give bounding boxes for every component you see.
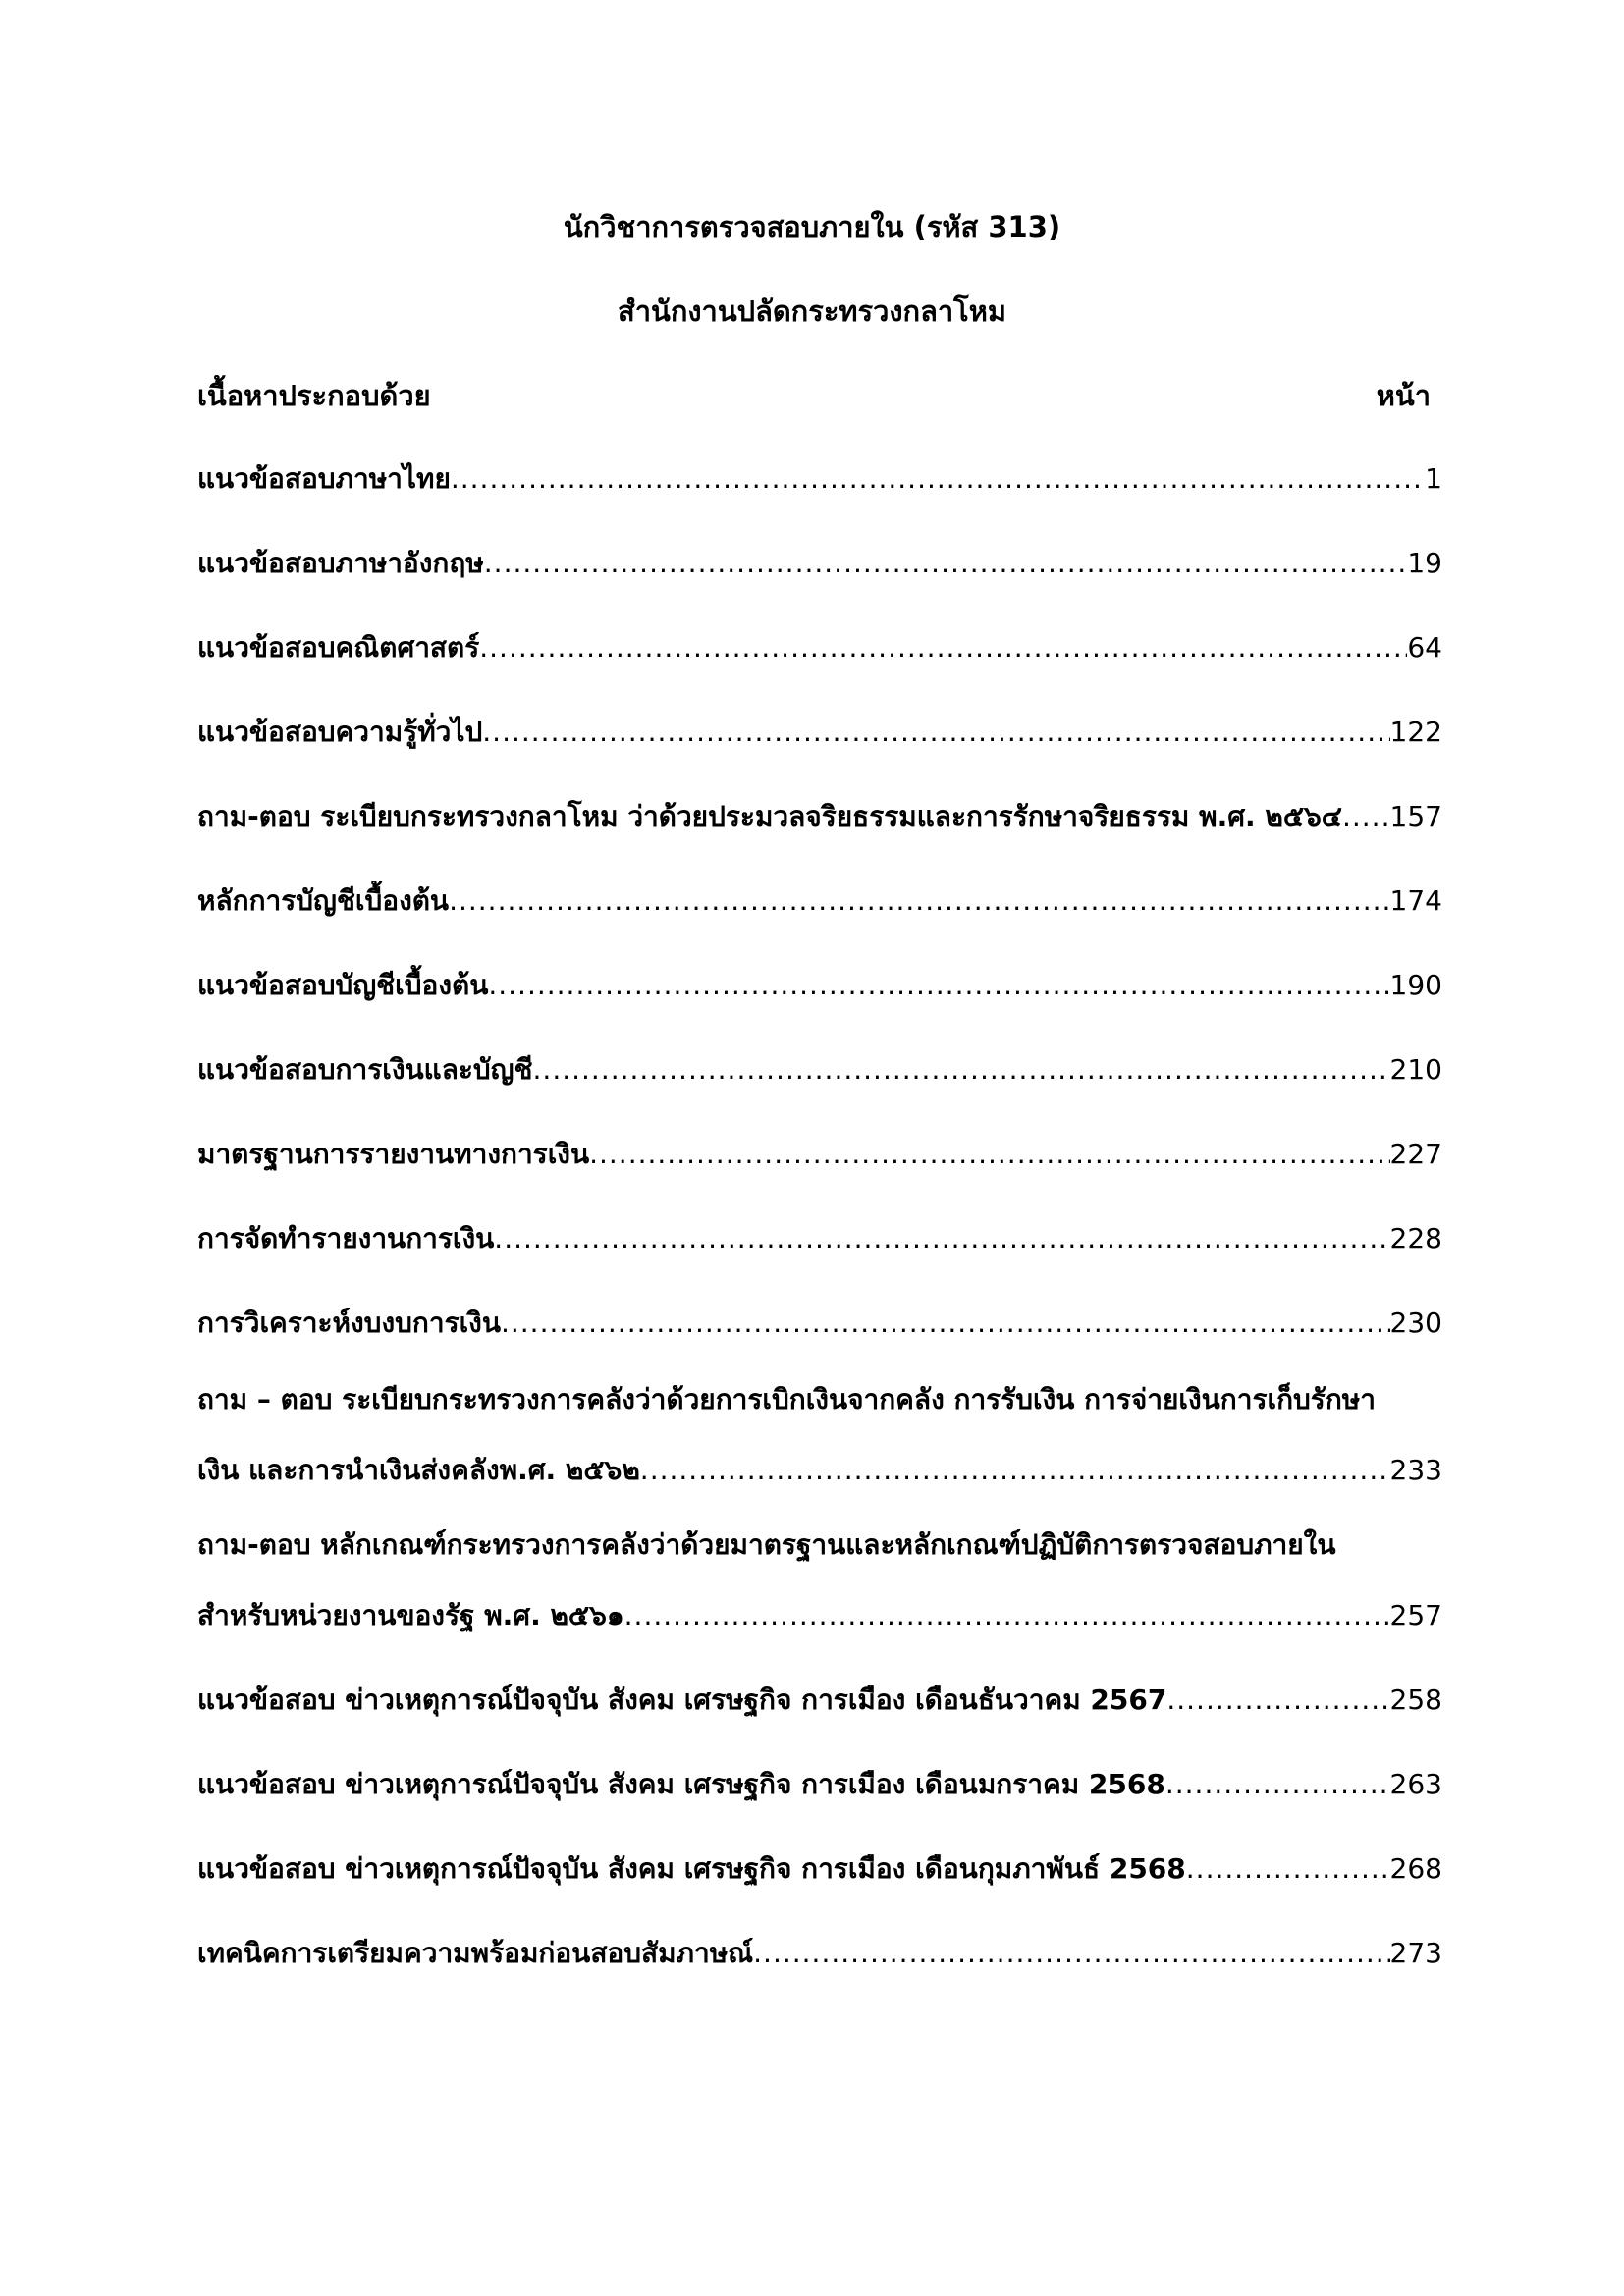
toc-leader-dots: [1342, 795, 1390, 838]
toc-leader-dots: [451, 457, 1425, 501]
toc-entry-page: 233: [1389, 1454, 1442, 1486]
toc-entry: [197, 542, 1442, 585]
document-subtitle: สำนักงานปลัดกระทรวงกลาโหม: [618, 294, 1006, 328]
toc-entry-page: 210: [1389, 1053, 1442, 1086]
toc-entry-label-line1: ถาม – ตอบ ระเบียบกระทรวงการคลังว่าด้วยการเบิกเงินจากคลัง การรับเงิน การจ่ายเงินการเก็บรักษา: [197, 1383, 1376, 1415]
toc-entry: [197, 1679, 1442, 1722]
toc-entry-page: 273: [1389, 1937, 1442, 1969]
toc-leader-dots: [479, 626, 1407, 669]
toc-entry-label-line1: ถาม-ตอบ หลักเกณฑ์กระทรวงการคลังว่าด้วยมาตรฐานและหลักเกณฑ์ปฏิบัติการตรวจสอบภายใน: [197, 1528, 1336, 1561]
toc-entry-label: ถาม-ตอบ ระเบียบกระทรวงกลาโหม ว่าด้วยประมวลจริยธรรมและการรักษาจริยธรรม พ.ศ. ๒๕๖๔: [197, 800, 1342, 832]
toc-entry: [197, 1847, 1442, 1891]
toc-leader-dots: [753, 1932, 1389, 1975]
toc-entry: [197, 964, 1442, 1007]
toc-leader-dots: [589, 1133, 1389, 1176]
toc-entry: [197, 1449, 1442, 1492]
toc-entry-page: 228: [1389, 1222, 1442, 1255]
toc-entry-page: 227: [1389, 1138, 1442, 1170]
toc-entry: [197, 1932, 1442, 1975]
toc-entry-page: 190: [1389, 969, 1442, 1001]
toc-entry: [197, 795, 1442, 838]
toc-entry-label: แนวข้อสอบภาษาอังกฤษ: [197, 547, 484, 579]
toc-leader-dots: [1166, 1679, 1389, 1722]
toc-entry-page: 230: [1389, 1307, 1442, 1339]
toc-leader-dots: [1186, 1847, 1390, 1891]
toc-entry: [197, 626, 1442, 669]
toc-entry: [197, 1133, 1442, 1176]
contents-heading: เนื้อหาประกอบด้วย: [197, 379, 431, 412]
toc-entry-page: 257: [1389, 1599, 1442, 1631]
toc-entry: [197, 880, 1442, 923]
toc-leader-dots: [501, 1302, 1390, 1345]
toc-entry: [197, 1217, 1442, 1260]
toc-entry: [197, 1594, 1442, 1637]
toc-leader-dots: [482, 711, 1389, 754]
toc-entry: [197, 1302, 1442, 1345]
toc-leader-dots: [640, 1449, 1390, 1492]
toc-entry-label: แนวข้อสอบภาษาไทย: [197, 462, 451, 495]
toc-leader-dots: [449, 880, 1389, 923]
toc-entry-label: การวิเคราะห์งบงบการเงิน: [197, 1307, 501, 1339]
toc-entry-label: เทคนิคการเตรียมความพร้อมก่อนสอบสัมภาษณ์: [197, 1937, 754, 1969]
toc-leader-dots: [484, 542, 1408, 585]
toc-entry-page: 157: [1389, 800, 1442, 832]
toc-entry-label: หลักการบัญชีเบื้องต้น: [197, 884, 450, 917]
toc-entry-page: 122: [1389, 716, 1442, 748]
toc-entry-label: เงิน และการนำเงินส่งคลังพ.ศ. ๒๕๖๒: [197, 1454, 640, 1486]
toc-leader-dots: [494, 1217, 1389, 1260]
toc-entry-label: การจัดทำรายงานการเงิน: [197, 1222, 495, 1255]
toc-entry-label: แนวข้อสอบ ข่าวเหตุการณ์ปัจจุบัน สังคม เศรษฐกิจ การเมือง เดือนธันวาคม 2567: [197, 1683, 1167, 1716]
toc-entry-label: สำหรับหน่วยงานของรัฐ พ.ศ. ๒๕๖๑: [197, 1599, 624, 1631]
toc-entry: [197, 711, 1442, 754]
toc-entry-page: 19: [1407, 547, 1442, 579]
toc-leader-dots: [624, 1594, 1390, 1637]
toc-entry-page: 263: [1389, 1768, 1442, 1800]
toc-leader-dots: [1165, 1763, 1390, 1806]
page-column-heading: หน้า: [1376, 379, 1431, 412]
toc-entry: [197, 457, 1442, 501]
document-title: นักวิชาการตรวจสอบภายใน (รหัส 313): [563, 210, 1061, 243]
toc-leader-dots: [488, 964, 1389, 1007]
toc-entry-label: แนวข้อสอบ ข่าวเหตุการณ์ปัจจุบัน สังคม เศรษฐกิจ การเมือง เดือนกุมภาพันธ์ 2568: [197, 1852, 1186, 1885]
toc-entry-label: แนวข้อสอบความรู้ทั่วไป: [197, 716, 483, 748]
toc-entry-label: แนวข้อสอบคณิตศาสตร์: [197, 631, 480, 664]
toc-entry-page: 258: [1389, 1683, 1442, 1716]
toc-entry-label: แนวข้อสอบบัญชีเบื้องต้น: [197, 969, 489, 1001]
toc-leader-dots: [533, 1048, 1390, 1092]
toc-entry-label: แนวข้อสอบ ข่าวเหตุการณ์ปัจจุบัน สังคม เศรษฐกิจ การเมือง เดือนมกราคม 2568: [197, 1768, 1165, 1800]
toc-entry-page: 64: [1407, 631, 1442, 664]
toc-entry-page: 1: [1425, 462, 1442, 495]
toc-entry-page: 268: [1389, 1852, 1442, 1885]
toc-entry-page: 174: [1389, 884, 1442, 917]
toc-entry: [197, 1763, 1442, 1806]
toc-entry-label: มาตรฐานการรายงานทางการเงิน: [197, 1138, 590, 1170]
toc-entry: [197, 1048, 1442, 1092]
toc-entry-label: แนวข้อสอบการเงินและบัญชี: [197, 1053, 533, 1086]
